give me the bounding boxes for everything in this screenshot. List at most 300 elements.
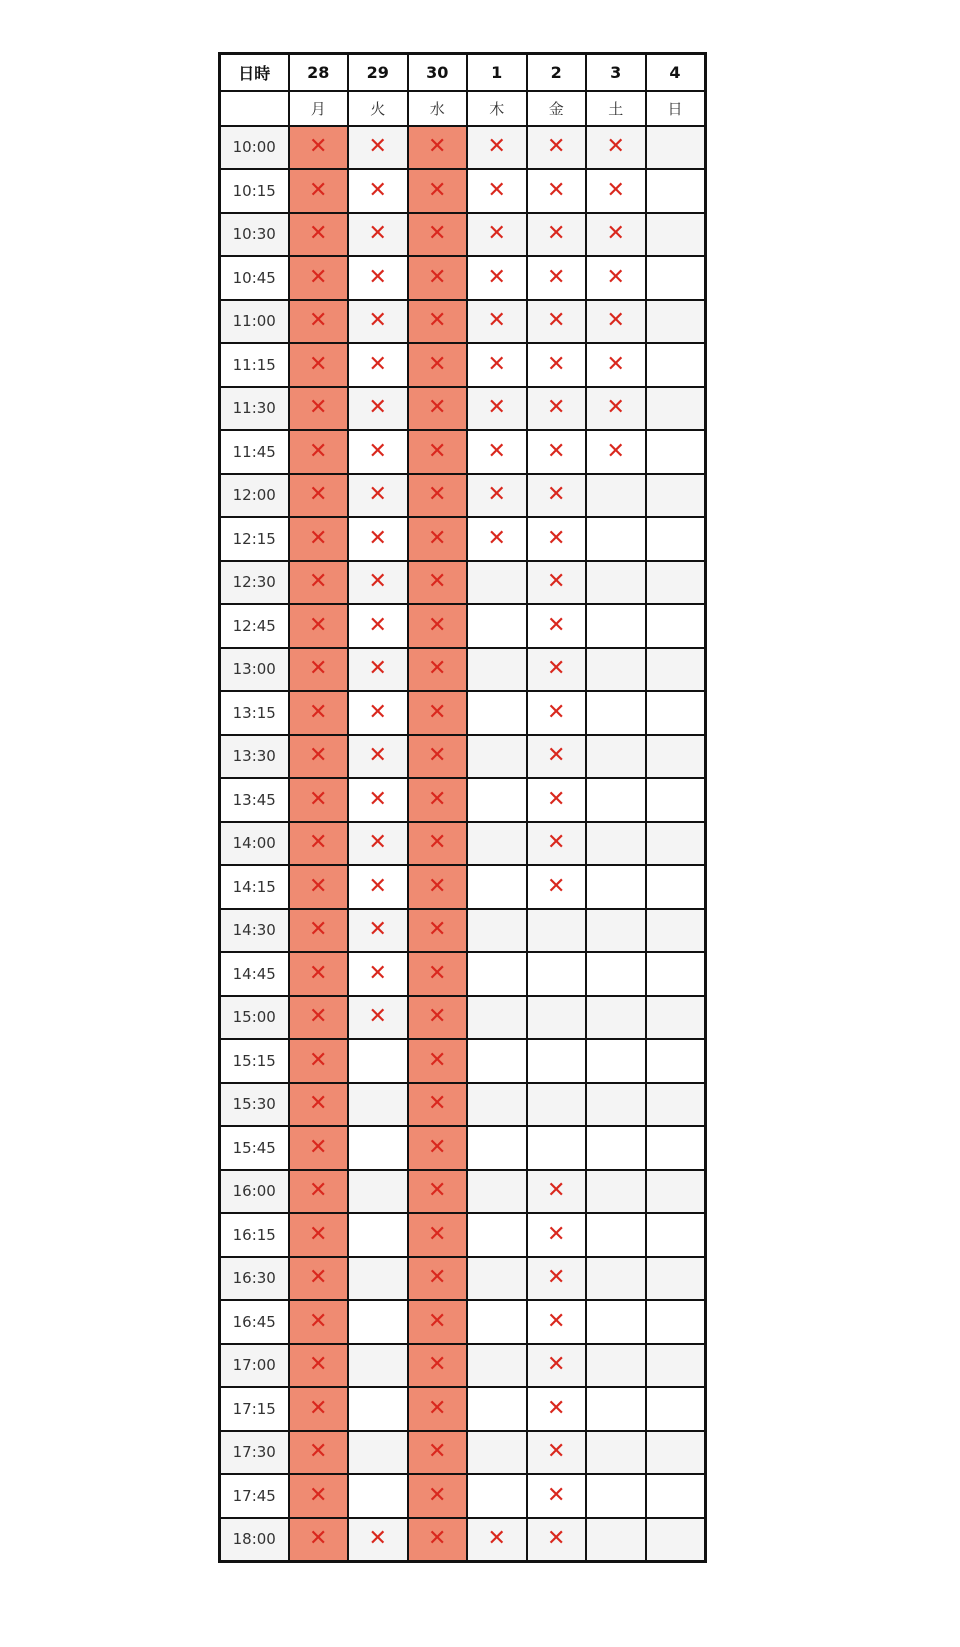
- slot-unavailable[interactable]: [408, 909, 468, 953]
- booking-schedule-table: [218, 52, 707, 1563]
- day-date: 4: [646, 54, 706, 91]
- slot-unavailable[interactable]: [289, 1083, 349, 1127]
- slot-open[interactable]: [467, 996, 527, 1040]
- time-slot-row: [220, 1257, 706, 1301]
- slot-open[interactable]: [586, 735, 646, 779]
- slot-unavailable[interactable]: [289, 996, 349, 1040]
- slot-open[interactable]: [646, 996, 706, 1040]
- slot-unavailable[interactable]: [408, 865, 468, 909]
- slot-open[interactable]: [646, 648, 706, 692]
- slot-unavailable[interactable]: [527, 691, 587, 735]
- slot-open[interactable]: [646, 387, 706, 431]
- slot-open[interactable]: [646, 561, 706, 605]
- slot-open[interactable]: [348, 1213, 408, 1257]
- slot-unavailable[interactable]: [408, 1039, 468, 1083]
- slot-open[interactable]: [646, 691, 706, 735]
- slot-unavailable[interactable]: [289, 126, 349, 170]
- unavailable-x-icon: ✕: [547, 264, 566, 290]
- slot-unavailable[interactable]: [408, 1344, 468, 1388]
- slot-open[interactable]: [467, 735, 527, 779]
- slot-open[interactable]: [646, 1387, 706, 1431]
- slot-open[interactable]: [348, 1126, 408, 1170]
- unavailable-x-icon: ✕: [368, 569, 387, 595]
- slot-unavailable[interactable]: [289, 517, 349, 561]
- unavailable-x-icon: ✕: [547, 1395, 566, 1421]
- slot-unavailable[interactable]: [348, 169, 408, 213]
- slot-open[interactable]: [646, 1126, 706, 1170]
- slot-unavailable[interactable]: [527, 1344, 587, 1388]
- slot-unavailable[interactable]: [527, 1170, 587, 1214]
- slot-unavailable[interactable]: [348, 996, 408, 1040]
- slot-unavailable[interactable]: [527, 1431, 587, 1475]
- unavailable-x-icon: ✕: [309, 786, 328, 812]
- slot-unavailable[interactable]: [527, 387, 587, 431]
- unavailable-x-icon: ✕: [547, 1482, 566, 1508]
- slot-unavailable[interactable]: [527, 561, 587, 605]
- slot-open[interactable]: [646, 1518, 706, 1562]
- time-slot-row: [220, 735, 706, 779]
- unavailable-x-icon: ✕: [368, 656, 387, 682]
- unavailable-x-icon: ✕: [368, 830, 387, 856]
- slot-unavailable[interactable]: [289, 735, 349, 779]
- slot-unavailable[interactable]: [408, 691, 468, 735]
- slot-unavailable[interactable]: [586, 213, 646, 257]
- time-label: 12:45: [220, 604, 289, 648]
- slot-open[interactable]: [646, 1039, 706, 1083]
- time-label: 17:00: [220, 1344, 289, 1388]
- slot-open[interactable]: [646, 735, 706, 779]
- time-label: 13:00: [220, 648, 289, 692]
- slot-open[interactable]: [527, 1083, 587, 1127]
- slot-open[interactable]: [586, 865, 646, 909]
- slot-open[interactable]: [586, 952, 646, 996]
- slot-unavailable[interactable]: [348, 387, 408, 431]
- unavailable-x-icon: ✕: [309, 221, 328, 247]
- slot-open[interactable]: [586, 1518, 646, 1562]
- slot-open[interactable]: [586, 1431, 646, 1475]
- slot-open[interactable]: [527, 952, 587, 996]
- slot-unavailable[interactable]: [586, 126, 646, 170]
- slot-unavailable[interactable]: [527, 822, 587, 866]
- slot-open[interactable]: [646, 952, 706, 996]
- slot-open[interactable]: [646, 822, 706, 866]
- slot-open[interactable]: [467, 604, 527, 648]
- time-label: 15:15: [220, 1039, 289, 1083]
- unavailable-x-icon: ✕: [547, 134, 566, 160]
- slot-open[interactable]: [348, 1039, 408, 1083]
- slot-unavailable[interactable]: [467, 430, 527, 474]
- slot-open[interactable]: [586, 474, 646, 518]
- slot-unavailable[interactable]: [408, 822, 468, 866]
- slot-open[interactable]: [467, 691, 527, 735]
- time-slot-row: [220, 343, 706, 387]
- slot-open[interactable]: [586, 1387, 646, 1431]
- slot-open[interactable]: [467, 1387, 527, 1431]
- slot-unavailable[interactable]: [408, 778, 468, 822]
- slot-unavailable[interactable]: [408, 474, 468, 518]
- slot-open[interactable]: [646, 343, 706, 387]
- slot-unavailable[interactable]: [289, 1126, 349, 1170]
- slot-unavailable[interactable]: [527, 1474, 587, 1518]
- slot-unavailable[interactable]: [467, 387, 527, 431]
- slot-unavailable[interactable]: [527, 865, 587, 909]
- slot-open[interactable]: [646, 1213, 706, 1257]
- slot-unavailable[interactable]: [289, 909, 349, 953]
- slot-unavailable[interactable]: [289, 300, 349, 344]
- unavailable-x-icon: ✕: [368, 786, 387, 812]
- slot-unavailable[interactable]: [289, 1257, 349, 1301]
- slot-open[interactable]: [646, 474, 706, 518]
- slot-unavailable[interactable]: [348, 474, 408, 518]
- slot-unavailable[interactable]: [586, 300, 646, 344]
- slot-unavailable[interactable]: [348, 126, 408, 170]
- unavailable-x-icon: ✕: [309, 1221, 328, 1247]
- slot-open[interactable]: [467, 952, 527, 996]
- slot-unavailable[interactable]: [408, 1431, 468, 1475]
- slot-unavailable[interactable]: [586, 343, 646, 387]
- slot-open[interactable]: [586, 1126, 646, 1170]
- slot-open[interactable]: [646, 126, 706, 170]
- slot-open[interactable]: [467, 822, 527, 866]
- day-weekday: 土: [586, 91, 646, 126]
- slot-unavailable[interactable]: [289, 430, 349, 474]
- slot-unavailable[interactable]: [348, 735, 408, 779]
- slot-unavailable[interactable]: [586, 169, 646, 213]
- slot-unavailable[interactable]: [527, 300, 587, 344]
- slot-open[interactable]: [348, 1300, 408, 1344]
- time-slot-row: [220, 169, 706, 213]
- time-label: 15:30: [220, 1083, 289, 1127]
- slot-unavailable[interactable]: [586, 256, 646, 300]
- unavailable-x-icon: ✕: [547, 656, 566, 682]
- slot-open[interactable]: [646, 1474, 706, 1518]
- slot-unavailable[interactable]: [348, 213, 408, 257]
- slot-unavailable[interactable]: [586, 430, 646, 474]
- slot-unavailable[interactable]: [289, 1431, 349, 1475]
- day-date: 30: [408, 54, 468, 91]
- slot-unavailable[interactable]: [289, 343, 349, 387]
- slot-unavailable[interactable]: [348, 430, 408, 474]
- slot-unavailable[interactable]: [527, 1387, 587, 1431]
- slot-unavailable[interactable]: [348, 343, 408, 387]
- slot-unavailable[interactable]: [527, 430, 587, 474]
- slot-open[interactable]: [646, 213, 706, 257]
- slot-unavailable[interactable]: [527, 1300, 587, 1344]
- slot-open[interactable]: [467, 1126, 527, 1170]
- slot-open[interactable]: [586, 604, 646, 648]
- time-label: 16:15: [220, 1213, 289, 1257]
- slot-unavailable[interactable]: [348, 561, 408, 605]
- slot-open[interactable]: [586, 1039, 646, 1083]
- slot-unavailable[interactable]: [408, 735, 468, 779]
- day-date: 28: [289, 54, 349, 91]
- slot-unavailable[interactable]: [408, 1474, 468, 1518]
- slot-open[interactable]: [467, 1083, 527, 1127]
- unavailable-x-icon: ✕: [368, 264, 387, 290]
- slot-unavailable[interactable]: [527, 604, 587, 648]
- time-slot-row: [220, 822, 706, 866]
- time-label: 11:15: [220, 343, 289, 387]
- slot-open[interactable]: [586, 561, 646, 605]
- slot-unavailable[interactable]: [408, 1213, 468, 1257]
- unavailable-x-icon: ✕: [547, 351, 566, 377]
- slot-unavailable[interactable]: [348, 256, 408, 300]
- corner-blank: [220, 91, 289, 126]
- unavailable-x-icon: ✕: [309, 1091, 328, 1117]
- slot-open[interactable]: [586, 909, 646, 953]
- slot-unavailable[interactable]: [408, 1257, 468, 1301]
- slot-unavailable[interactable]: [408, 604, 468, 648]
- slot-open[interactable]: [467, 1213, 527, 1257]
- slot-open[interactable]: [348, 1387, 408, 1431]
- slot-unavailable[interactable]: [348, 909, 408, 953]
- slot-open[interactable]: [586, 1300, 646, 1344]
- slot-open[interactable]: [467, 1170, 527, 1214]
- time-slot-row: [220, 865, 706, 909]
- slot-open[interactable]: [646, 1431, 706, 1475]
- unavailable-x-icon: ✕: [606, 264, 625, 290]
- slot-unavailable[interactable]: [408, 300, 468, 344]
- slot-unavailable[interactable]: [527, 648, 587, 692]
- slot-unavailable[interactable]: [348, 822, 408, 866]
- slot-unavailable[interactable]: [467, 213, 527, 257]
- unavailable-x-icon: ✕: [428, 656, 447, 682]
- slot-unavailable[interactable]: [289, 1344, 349, 1388]
- slot-unavailable[interactable]: [527, 474, 587, 518]
- slot-open[interactable]: [586, 1083, 646, 1127]
- slot-unavailable[interactable]: [348, 865, 408, 909]
- slot-open[interactable]: [467, 909, 527, 953]
- slot-unavailable[interactable]: [527, 735, 587, 779]
- slot-open[interactable]: [586, 996, 646, 1040]
- time-label: 14:15: [220, 865, 289, 909]
- slot-unavailable[interactable]: [527, 256, 587, 300]
- time-label: 10:30: [220, 213, 289, 257]
- slot-unavailable[interactable]: [527, 169, 587, 213]
- slot-unavailable[interactable]: [348, 778, 408, 822]
- slot-open[interactable]: [646, 517, 706, 561]
- slot-unavailable[interactable]: [408, 169, 468, 213]
- slot-unavailable[interactable]: [289, 1474, 349, 1518]
- slot-open[interactable]: [646, 909, 706, 953]
- slot-open[interactable]: [646, 300, 706, 344]
- slot-unavailable[interactable]: [408, 996, 468, 1040]
- slot-open[interactable]: [527, 909, 587, 953]
- slot-open[interactable]: [467, 778, 527, 822]
- slot-open[interactable]: [646, 1344, 706, 1388]
- slot-unavailable[interactable]: [289, 648, 349, 692]
- slot-unavailable[interactable]: [289, 1300, 349, 1344]
- slot-unavailable[interactable]: [527, 778, 587, 822]
- time-label: 14:45: [220, 952, 289, 996]
- unavailable-x-icon: ✕: [547, 221, 566, 247]
- slot-open[interactable]: [646, 1170, 706, 1214]
- slot-open[interactable]: [646, 1083, 706, 1127]
- unavailable-x-icon: ✕: [428, 612, 447, 638]
- slot-open[interactable]: [348, 1431, 408, 1475]
- slot-unavailable[interactable]: [289, 1387, 349, 1431]
- slot-open[interactable]: [527, 1126, 587, 1170]
- time-slot-row: [220, 1474, 706, 1518]
- day-weekday: 火: [348, 91, 408, 126]
- slot-unavailable[interactable]: [289, 691, 349, 735]
- unavailable-x-icon: ✕: [428, 1352, 447, 1378]
- slot-unavailable[interactable]: [289, 865, 349, 909]
- unavailable-x-icon: ✕: [428, 1395, 447, 1421]
- slot-open[interactable]: [646, 256, 706, 300]
- slot-open[interactable]: [586, 1344, 646, 1388]
- slot-open[interactable]: [348, 1083, 408, 1127]
- unavailable-x-icon: ✕: [428, 1047, 447, 1073]
- slot-unavailable[interactable]: [289, 1170, 349, 1214]
- slot-open[interactable]: [527, 996, 587, 1040]
- slot-open[interactable]: [467, 1474, 527, 1518]
- slot-unavailable[interactable]: [408, 430, 468, 474]
- slot-unavailable[interactable]: [467, 169, 527, 213]
- time-slot-row: [220, 1387, 706, 1431]
- slot-unavailable[interactable]: [289, 952, 349, 996]
- slot-open[interactable]: [646, 169, 706, 213]
- time-label: 12:00: [220, 474, 289, 518]
- unavailable-x-icon: ✕: [428, 1308, 447, 1334]
- slot-unavailable[interactable]: [348, 952, 408, 996]
- slot-unavailable[interactable]: [289, 213, 349, 257]
- slot-open[interactable]: [586, 517, 646, 561]
- slot-unavailable[interactable]: [408, 561, 468, 605]
- slot-open[interactable]: [348, 1344, 408, 1388]
- slot-open[interactable]: [586, 1170, 646, 1214]
- slot-unavailable[interactable]: [348, 300, 408, 344]
- slot-open[interactable]: [467, 1300, 527, 1344]
- slot-unavailable[interactable]: [467, 1518, 527, 1562]
- slot-unavailable[interactable]: [289, 778, 349, 822]
- slot-unavailable[interactable]: [289, 822, 349, 866]
- slot-unavailable[interactable]: [408, 1300, 468, 1344]
- slot-open[interactable]: [467, 1344, 527, 1388]
- slot-unavailable[interactable]: [527, 343, 587, 387]
- slot-unavailable[interactable]: [289, 474, 349, 518]
- unavailable-x-icon: ✕: [309, 743, 328, 769]
- slot-open[interactable]: [348, 1474, 408, 1518]
- slot-unavailable[interactable]: [289, 1039, 349, 1083]
- unavailable-x-icon: ✕: [309, 177, 328, 203]
- slot-unavailable[interactable]: [408, 952, 468, 996]
- slot-open[interactable]: [467, 1431, 527, 1475]
- slot-unavailable[interactable]: [408, 1126, 468, 1170]
- slot-open[interactable]: [527, 1039, 587, 1083]
- unavailable-x-icon: ✕: [547, 525, 566, 551]
- slot-unavailable[interactable]: [289, 169, 349, 213]
- slot-unavailable[interactable]: [348, 1518, 408, 1562]
- slot-unavailable[interactable]: [527, 213, 587, 257]
- slot-open[interactable]: [646, 1300, 706, 1344]
- slot-unavailable[interactable]: [289, 1213, 349, 1257]
- unavailable-x-icon: ✕: [309, 917, 328, 943]
- slot-open[interactable]: [586, 1213, 646, 1257]
- unavailable-x-icon: ✕: [309, 612, 328, 638]
- unavailable-x-icon: ✕: [428, 873, 447, 899]
- unavailable-x-icon: ✕: [309, 1178, 328, 1204]
- unavailable-x-icon: ✕: [547, 1178, 566, 1204]
- slot-unavailable[interactable]: [408, 343, 468, 387]
- slot-unavailable[interactable]: [527, 1518, 587, 1562]
- slot-unavailable[interactable]: [289, 256, 349, 300]
- slot-unavailable[interactable]: [467, 300, 527, 344]
- unavailable-x-icon: ✕: [309, 1265, 328, 1291]
- slot-open[interactable]: [586, 648, 646, 692]
- slot-unavailable[interactable]: [408, 387, 468, 431]
- slot-unavailable[interactable]: [467, 343, 527, 387]
- slot-unavailable[interactable]: [467, 474, 527, 518]
- unavailable-x-icon: ✕: [547, 177, 566, 203]
- slot-unavailable[interactable]: [408, 126, 468, 170]
- unavailable-x-icon: ✕: [428, 1482, 447, 1508]
- slot-unavailable[interactable]: [408, 1083, 468, 1127]
- slot-unavailable[interactable]: [408, 648, 468, 692]
- slot-unavailable[interactable]: [527, 126, 587, 170]
- slot-open[interactable]: [467, 865, 527, 909]
- slot-unavailable[interactable]: [289, 604, 349, 648]
- slot-unavailable[interactable]: [527, 1213, 587, 1257]
- unavailable-x-icon: ✕: [309, 1526, 328, 1551]
- unavailable-x-icon: ✕: [309, 873, 328, 899]
- slot-open[interactable]: [467, 1039, 527, 1083]
- slot-open[interactable]: [586, 822, 646, 866]
- unavailable-x-icon: ✕: [547, 612, 566, 638]
- slot-open[interactable]: [467, 648, 527, 692]
- unavailable-x-icon: ✕: [487, 438, 506, 464]
- unavailable-x-icon: ✕: [309, 351, 328, 377]
- slot-unavailable[interactable]: [289, 561, 349, 605]
- slot-unavailable[interactable]: [289, 1518, 349, 1562]
- slot-unavailable[interactable]: [348, 517, 408, 561]
- slot-unavailable[interactable]: [467, 517, 527, 561]
- slot-open[interactable]: [467, 1257, 527, 1301]
- unavailable-x-icon: ✕: [428, 264, 447, 290]
- day-weekday: 木: [467, 91, 527, 126]
- slot-unavailable[interactable]: [408, 213, 468, 257]
- slot-unavailable[interactable]: [289, 387, 349, 431]
- slot-unavailable[interactable]: [408, 1387, 468, 1431]
- slot-open[interactable]: [348, 1170, 408, 1214]
- slot-unavailable[interactable]: [408, 256, 468, 300]
- slot-open[interactable]: [646, 604, 706, 648]
- slot-open[interactable]: [467, 561, 527, 605]
- slot-open[interactable]: [586, 778, 646, 822]
- slot-open[interactable]: [348, 1257, 408, 1301]
- slot-unavailable[interactable]: [348, 691, 408, 735]
- slot-unavailable[interactable]: [467, 126, 527, 170]
- time-label: 16:00: [220, 1170, 289, 1214]
- slot-unavailable[interactable]: [348, 604, 408, 648]
- slot-unavailable[interactable]: [408, 517, 468, 561]
- slot-open[interactable]: [586, 691, 646, 735]
- slot-open[interactable]: [586, 1474, 646, 1518]
- slot-open[interactable]: [646, 430, 706, 474]
- slot-unavailable[interactable]: [467, 256, 527, 300]
- slot-open[interactable]: [586, 1257, 646, 1301]
- slot-open[interactable]: [646, 778, 706, 822]
- slot-unavailable[interactable]: [586, 387, 646, 431]
- slot-unavailable[interactable]: [527, 1257, 587, 1301]
- slot-unavailable[interactable]: [348, 648, 408, 692]
- slot-unavailable[interactable]: [527, 517, 587, 561]
- slot-open[interactable]: [646, 865, 706, 909]
- slot-unavailable[interactable]: [408, 1170, 468, 1214]
- slot-open[interactable]: [646, 1257, 706, 1301]
- day-weekday: 金: [527, 91, 587, 126]
- slot-unavailable[interactable]: [408, 1518, 468, 1562]
